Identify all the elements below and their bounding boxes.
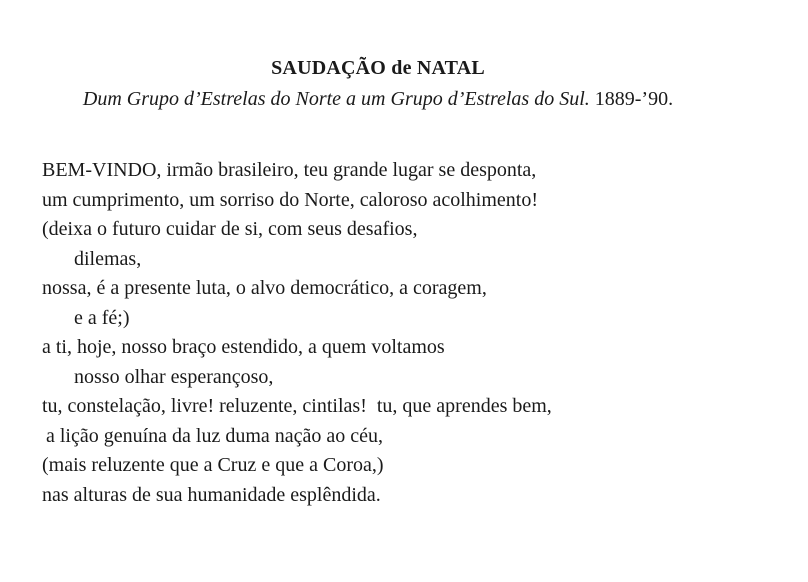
poem-line: dilemas, [74,247,142,270]
poem-line: a ti, hoje, nosso braço estendido, a quem voltamos [42,336,445,358]
poem-line: tu, constelação, livre! reluzente, cintilas! tu, que aprendes bem, [42,395,552,417]
poem-line: (deixa o futuro cuidar de si, com seus desafios, [42,218,418,240]
poem-line: e a fé;) [74,306,130,329]
poem-title: SAUDAÇÃO de NATAL [271,57,485,79]
poem-body [42,156,782,510]
poem-line: BEM-VINDO, irmão brasileiro, teu grande lugar se desponta, [42,159,537,181]
poem-line: um cumprimento, um sorriso do Norte, caloroso acolhimento! [42,188,539,211]
subtitle-dedication: Dum Grupo d’Estrelas do Norte a um Grupo d’Estrelas do Sul. [82,88,590,110]
poem-line: a lição genuína da luz duma nação ao céu, [46,424,384,447]
poem-line: nosso olhar esperançoso, [74,365,274,388]
poem-line: nas alturas de sua humanidade esplêndida. [42,483,381,506]
subtitle-date: 1889-’90. [589,88,674,110]
poem-line: nossa, é a presente luta, o alvo democrático, a coragem, [42,277,487,299]
poem-line: (mais reluzente que a Cruz e que a Coroa,) [42,454,384,476]
poem-subtitle [0,88,756,111]
